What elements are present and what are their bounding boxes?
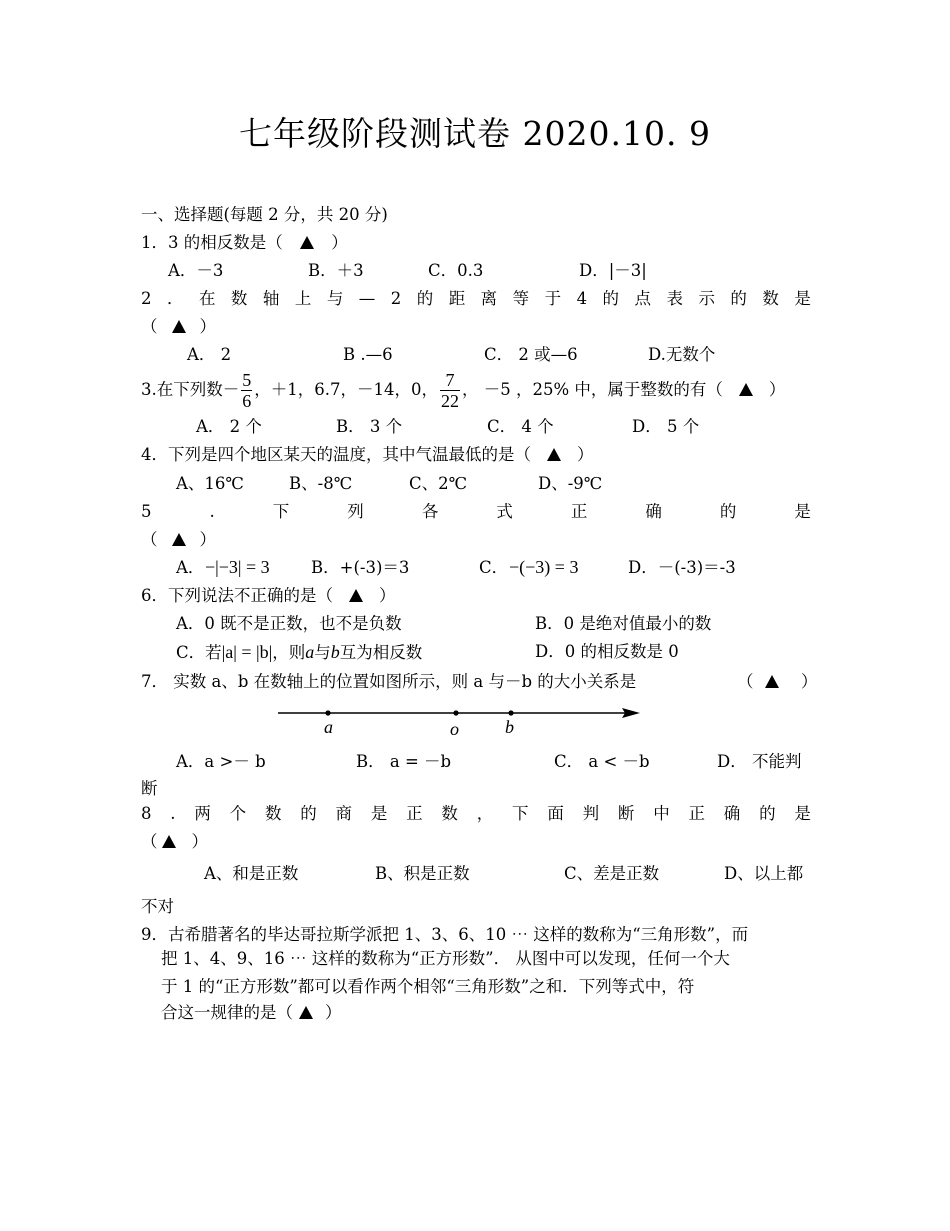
q5-open: （: [141, 530, 158, 549]
q8-close: ）: [191, 832, 208, 851]
q2-word: 示: [698, 289, 715, 308]
q8-word: 下: [512, 804, 529, 823]
option-d: D．0 的相反数是 0: [535, 642, 679, 661]
triangle-icon: [349, 589, 363, 602]
q2-word: 4: [576, 289, 588, 308]
triangle-icon: [172, 533, 186, 546]
q2-word: 与: [326, 289, 344, 308]
label-o: o: [450, 719, 459, 739]
q8-word: 判: [582, 804, 600, 823]
q8-open: （: [141, 832, 158, 851]
option-b: B．＋3: [308, 261, 364, 280]
q5-word: 的: [719, 502, 737, 521]
q5-word: 是: [794, 502, 811, 521]
q9-line-3: 于 1 的“正方形数”都可以看作两个相邻“三角形数”之和．下列等式中，符: [161, 977, 695, 996]
option-d: D．|－3|: [579, 261, 647, 280]
option-b: B、积是正数: [375, 864, 470, 883]
option-b: B．+(-3)＝3: [311, 558, 410, 577]
q5-word: 5: [141, 502, 152, 521]
question-1: [141, 233, 348, 253]
q2-word: 2: [390, 289, 402, 308]
option-c: C． 2 或—6: [484, 345, 578, 364]
q2-word: 距: [448, 289, 466, 308]
q2-word: ．: [166, 289, 184, 308]
q3-mid: ，＋1，6.7，－14，0，: [254, 380, 438, 399]
q4-close: ）: [577, 445, 594, 464]
q8-word: ，: [476, 804, 494, 823]
triangle-icon: [739, 383, 753, 396]
question-8-blank: [141, 832, 208, 852]
option-a: A． 2 个: [196, 417, 262, 436]
q8-word: 个: [229, 804, 247, 823]
point-a: [325, 710, 330, 715]
frac-num: 5: [242, 370, 252, 390]
q8-word: 两: [194, 804, 211, 823]
q2-word: 轴: [262, 289, 280, 308]
q6-c-pre: C．若: [176, 643, 222, 662]
q5-close: ）: [199, 530, 216, 549]
option-a: A、16℃: [176, 474, 244, 493]
option-d: D、-9℃: [538, 474, 603, 493]
q2-word: 的: [416, 289, 434, 308]
option-b: B． a = －b: [356, 752, 452, 771]
label-b: b: [505, 717, 514, 737]
option-d: D、以上都: [724, 864, 804, 883]
triangle-icon: [299, 1006, 313, 1019]
q8-word: .: [170, 804, 176, 823]
q6-c-math: |a| = |b|: [221, 642, 273, 662]
q5-word: 下: [272, 502, 290, 521]
q8-word: 是: [370, 804, 388, 823]
option-b: B、-8℃: [289, 474, 353, 493]
option-d: D．－(-3)＝-3: [628, 558, 736, 577]
q2-word: 表: [666, 289, 683, 308]
q2-word: 数: [230, 289, 248, 308]
q8-word: 是: [794, 804, 811, 823]
q2-word: 于: [544, 289, 562, 308]
question-1-stem: 1．3 的相反数是（: [141, 233, 283, 252]
q5-word: 正: [570, 502, 588, 521]
frac-den: 22: [440, 391, 459, 411]
q8-word: 正: [688, 804, 705, 823]
q8-word: 8: [141, 804, 152, 823]
q2-word: 的: [602, 289, 620, 308]
frac-num: 7: [440, 370, 460, 391]
q6-c-var-b: b: [330, 642, 340, 662]
q9-line-4-text: 合这一规律的是（: [161, 1003, 293, 1022]
option-d: D． 不能判: [717, 752, 802, 771]
q4-stem: 4．下列是四个地区某天的温度，其中气温最低的是（: [141, 445, 531, 464]
option-a-label: A．: [176, 558, 205, 577]
label-a: a: [324, 717, 333, 737]
option-a-math: −|−3| = 3: [205, 557, 270, 577]
q8-word: 的: [300, 804, 317, 823]
page-title: 七年级阶段测试卷 2020.10. 9: [239, 114, 711, 153]
option-b: B .—6: [343, 345, 393, 364]
option-c-label: C．: [479, 558, 509, 577]
fraction-5-6: [241, 370, 252, 411]
triangle-icon: [547, 448, 561, 461]
q2-word: —: [358, 289, 376, 308]
frac-den: 6: [242, 391, 252, 411]
q9-line-2: 把 1、4、9、16 ⋯ 这样的数称为“正方形数”． 从图中可以发现，任何一个大: [161, 949, 730, 968]
q8-word: 中: [653, 804, 670, 823]
question-6: [141, 586, 396, 606]
q7-close: ）: [801, 672, 818, 691]
q8-word: 商: [335, 804, 353, 823]
q2-word: 数: [762, 289, 779, 308]
triangle-icon: [765, 675, 779, 688]
triangle-icon: [162, 835, 176, 848]
q6-stem: 6．下列说法不正确的是（: [141, 586, 333, 605]
option-c: C． a < －b: [554, 752, 650, 771]
number-line: [0, 700, 950, 760]
question-4: [141, 445, 594, 465]
option-c-math: −(−3) = 3: [509, 557, 579, 577]
q2-word: 是: [794, 289, 811, 308]
option-b: B． 3 个: [336, 417, 403, 436]
q5-word: 式: [496, 502, 513, 521]
q5-word: 各: [421, 502, 439, 521]
q2-close: ）: [199, 317, 216, 336]
q8-word: 断: [617, 804, 635, 823]
option-c: C． 4 个: [487, 417, 554, 436]
q8-word: 的: [759, 804, 776, 823]
q9-line-4: [161, 1003, 342, 1023]
q7-stem: 7． 实数 a、b 在数轴上的位置如图所示，则 a 与－b 的大小关系是: [141, 672, 637, 691]
question-5-blank: [141, 530, 216, 550]
q6-c-post: 互为相反数: [339, 643, 423, 662]
question-5-stem: [141, 502, 811, 522]
q3-suffix: ， －5 ，25% 中，属于整数的有（: [461, 380, 723, 399]
question-8-stem: [141, 804, 811, 824]
question-2-stem: [141, 289, 811, 309]
option-a: A．a >－ b: [176, 752, 266, 771]
q2-open: （: [141, 317, 158, 336]
q6-close: ）: [379, 586, 396, 605]
q2-word: 在: [198, 289, 216, 308]
question-2-blank: [141, 317, 216, 337]
option-a: A、和是正数: [204, 864, 299, 883]
q7-wrap: 断: [141, 779, 158, 798]
q9-line-1: 9．古希腊著名的毕达哥拉斯学派把 1、3、6、10 ⋯ 这样的数称为“三角形数”，而: [141, 925, 749, 944]
q7-open: （: [737, 672, 754, 691]
q5-word: 列: [347, 502, 364, 521]
q6-c-mid: ，则: [272, 643, 306, 662]
q8-word: 数: [441, 804, 458, 823]
option-a: A．－3: [168, 261, 224, 280]
point-o: [453, 710, 458, 715]
question-1-close: ）: [331, 233, 348, 252]
option-c: C．0.3: [428, 261, 484, 280]
option-d: D． 5 个: [632, 417, 700, 436]
q8-word: 确: [723, 804, 741, 823]
q9-close: ）: [325, 1003, 342, 1022]
q8-wrap: 不对: [141, 897, 174, 916]
q8-word: 面: [547, 804, 564, 823]
option-a: A． 2: [187, 345, 232, 364]
triangle-icon: [300, 236, 314, 249]
option-d: D.无数个: [648, 345, 716, 364]
q3-close: ）: [768, 380, 786, 399]
q2-word: 的: [730, 289, 747, 308]
q2-word: 离: [480, 289, 498, 308]
option-c: C、差是正数: [564, 864, 660, 883]
triangle-icon: [172, 320, 186, 333]
q2-word: 等: [512, 289, 530, 308]
section-heading: 一、选择题(每题 2 分，共 20 分): [141, 205, 388, 224]
q6-c-with: 与: [314, 643, 331, 662]
q2-word: 点: [634, 289, 651, 308]
option-a: A．0 既不是正数，也不是负数: [176, 614, 402, 633]
q8-word: 数: [264, 804, 282, 823]
point-b: [508, 710, 513, 715]
q2-word: 2: [141, 289, 152, 308]
option-c: [176, 642, 422, 663]
q5-word: .: [209, 502, 215, 521]
question-3: [141, 368, 785, 412]
fraction-7-22: [440, 370, 460, 411]
q8-word: 正: [406, 804, 423, 823]
q3-prefix: 3.在下列数－: [141, 380, 240, 399]
q6-c-var-a: a: [305, 642, 315, 662]
option-c: C、2℃: [409, 474, 468, 493]
q5-word: 确: [645, 502, 662, 521]
option-b: B．0 是绝对值最小的数: [535, 614, 712, 633]
q2-word: 上: [294, 289, 312, 308]
